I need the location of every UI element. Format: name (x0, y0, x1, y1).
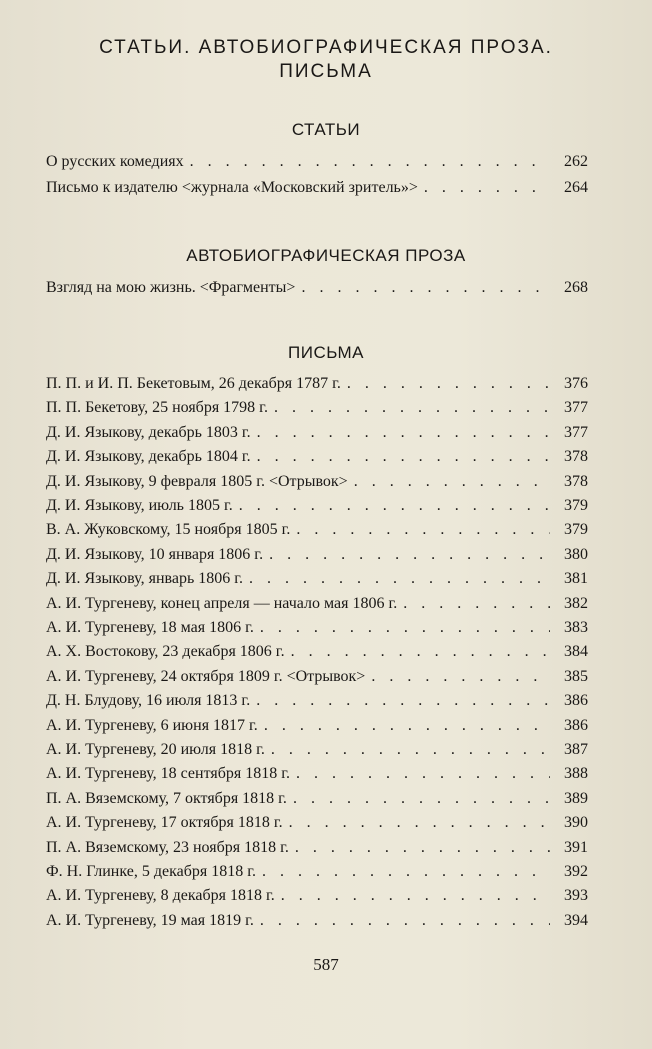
toc-entry-title: Д. И. Языкову, декабрь 1804 г. (46, 448, 251, 466)
toc-entry-title: П. А. Вяземскому, 7 октября 1818 г. (46, 789, 287, 807)
toc-entry-page: 385 (564, 667, 588, 685)
dot-leader (295, 278, 550, 298)
toc-entry-title: А. И. Тургеневу, 18 мая 1806 г. (46, 619, 254, 636)
toc-entry (46, 740, 588, 760)
toc-entry-page: 390 (564, 814, 588, 832)
toc-entry-page: 386 (564, 692, 588, 710)
dot-leader (418, 178, 550, 198)
dot-leader (256, 862, 550, 882)
toc-entry-title: О русских комедиях (46, 153, 184, 170)
toc-entry-title: Письмо к издателю <журнала «Московский зритель»> (46, 179, 418, 196)
dot-leader (263, 545, 550, 565)
toc-entry-page: 378 (564, 472, 588, 490)
toc-entry-title: А. И. Тургеневу, 17 октября 1818 г. (46, 814, 283, 832)
dot-leader (250, 691, 550, 711)
toc-entry-title: А. И. Тургеневу, конец апреля — начало мая 1806 г. (46, 594, 398, 612)
toc-entry-title: А. И. Тургеневу, 19 мая 1819 г. (46, 911, 254, 929)
toc-entry-page: 383 (564, 619, 588, 636)
toc-entry-title: А. И. Тургеневу, 24 октября 1809 г. <Отрывок> (46, 667, 366, 685)
toc-entry (46, 569, 588, 589)
toc-entry (46, 716, 588, 736)
toc-entry-title: А. И. Тургеневу, 18 сентября 1818 г. (46, 765, 290, 783)
toc-entry-page: 392 (564, 863, 588, 880)
title-line-1: СТАТЬИ. АВТОБИОГРАФИЧЕСКАЯ ПРОЗА. (99, 37, 553, 58)
toc-entry-page: 393 (564, 887, 588, 905)
toc-entry (46, 764, 588, 784)
toc-entry (46, 447, 588, 467)
toc-entry (46, 594, 588, 614)
toc-entry-page: 386 (564, 716, 588, 734)
toc-entry (46, 911, 588, 931)
toc-entry-page: 381 (564, 570, 588, 588)
toc-entry-title: А. И. Тургеневу, 8 декабря 1818 г. (46, 887, 275, 905)
toc-entry-page: 388 (564, 765, 588, 783)
dot-leader (341, 374, 550, 394)
toc-entry-page: 379 (564, 521, 588, 539)
dot-leader (290, 764, 550, 784)
toc-entry-title: А. Х. Востокову, 23 декабря 1806 г. (46, 643, 285, 661)
toc-entry-title: Д. Н. Блудову, 16 июля 1813 г. (46, 692, 251, 710)
toc-entry (46, 472, 588, 492)
toc-entry (46, 667, 588, 687)
dot-leader (285, 642, 550, 662)
page-title (0, 36, 652, 84)
toc-entry (46, 789, 588, 809)
toc-entry (46, 398, 588, 418)
toc-entry (46, 813, 588, 833)
dot-leader (233, 496, 550, 516)
toc-entry-page: 389 (564, 789, 588, 807)
toc-entry-page: 377 (564, 423, 588, 441)
toc-entry-page: 268 (564, 279, 588, 296)
toc-entry-title: Д. И. Языкову, 9 февраля 1805 г. <Отрывок> (46, 472, 348, 490)
toc-entry-page: 380 (564, 545, 588, 563)
toc-entry-title: П. П. и И. П. Бекетовым, 26 декабря 1787 г. (46, 375, 341, 392)
toc-entry-title: Д. И. Языкову, январь 1806 г. (46, 570, 243, 588)
dot-leader (184, 152, 550, 172)
toc-entry (46, 423, 588, 443)
dot-leader (254, 618, 550, 638)
toc-entry-page: 376 (564, 375, 588, 392)
toc-entry (46, 496, 588, 516)
toc-entry-title: А. И. Тургеневу, 6 июня 1817 г. (46, 716, 258, 734)
toc-entry-title: П. П. Бекетову, 25 ноября 1798 г. (46, 399, 268, 417)
toc-entry-page: 377 (564, 399, 588, 417)
dot-leader (290, 520, 550, 540)
toc-entry-title: Д. И. Языкову, июль 1805 г. (46, 497, 233, 514)
toc-entry-page: 378 (564, 448, 588, 466)
toc-entry-page: 382 (564, 594, 588, 612)
toc-entry-title: А. И. Тургеневу, 20 июля 1818 г. (46, 741, 265, 758)
toc-entry (46, 691, 588, 711)
toc-entry (46, 278, 588, 298)
toc-entry-page: 264 (564, 179, 588, 196)
toc-entry-page: 394 (564, 911, 588, 929)
page-number: 587 (313, 955, 339, 974)
toc-entry-title: Д. И. Языкову, декабрь 1803 г. (46, 423, 251, 441)
section-heading-articles: СТАТЬИ (291, 120, 361, 139)
toc-entry-title: Взгляд на мою жизнь. <Фрагменты> (46, 279, 296, 296)
toc-entry (46, 178, 588, 198)
dot-leader (283, 813, 550, 833)
toc-entry (46, 862, 588, 882)
dot-leader (348, 472, 550, 492)
toc-entry-page: 391 (564, 838, 588, 856)
toc-entry-page: 387 (564, 741, 588, 758)
toc-entry (46, 838, 588, 858)
dot-leader (287, 789, 550, 809)
dot-leader (251, 447, 550, 467)
toc-entry (46, 886, 588, 906)
toc-entry-title: П. А. Вяземскому, 23 ноября 1818 г. (46, 838, 289, 856)
toc-entry-title: В. А. Жуковскому, 15 ноября 1805 г. (46, 521, 291, 539)
dot-leader (254, 911, 550, 931)
toc-entry (46, 545, 588, 565)
dot-leader (397, 594, 550, 614)
toc-entry-page: 384 (564, 643, 588, 661)
dot-leader (251, 423, 550, 443)
toc-entry (46, 642, 588, 662)
dot-leader (268, 398, 550, 418)
dot-leader (289, 838, 550, 858)
toc-entry (46, 152, 588, 172)
dot-leader (265, 740, 550, 760)
toc-entry (46, 520, 588, 540)
toc-entry-page: 379 (564, 497, 588, 514)
dot-leader (275, 886, 550, 906)
dot-leader (243, 569, 550, 589)
dot-leader (365, 667, 550, 687)
toc-entry-title: Ф. Н. Глинке, 5 декабря 1818 г. (46, 863, 256, 880)
toc-entry-title: Д. И. Языкову, 10 января 1806 г. (46, 545, 264, 563)
section-heading-letters: ПИСЬМА (288, 343, 364, 362)
toc-entry (46, 618, 588, 638)
toc-entry (46, 374, 588, 394)
toc-entry-page: 262 (564, 153, 588, 170)
title-line-2: ПИСЬМА (279, 61, 373, 82)
section-heading-autobiography: АВТОБИОГРАФИЧЕСКАЯ ПРОЗА (186, 246, 466, 265)
dot-leader (258, 716, 550, 736)
